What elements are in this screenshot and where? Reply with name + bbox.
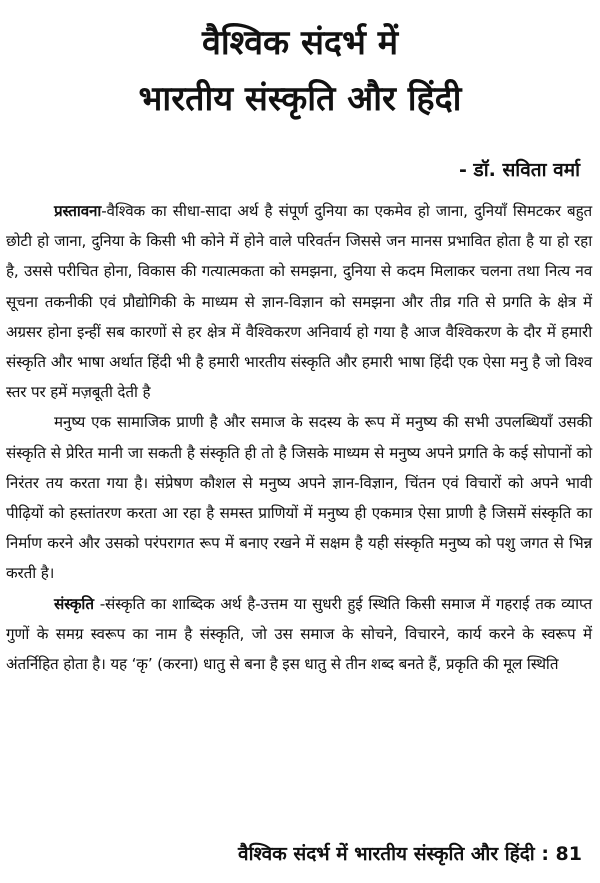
title-line-2: भारतीय संस्कृति और हिंदी bbox=[138, 79, 462, 119]
paragraph-intro bbox=[6, 196, 592, 407]
paragraph-heading: संस्कृति bbox=[54, 594, 94, 613]
title-line-1: वैश्विक संदर्भ में bbox=[201, 23, 399, 63]
paragraph-culture bbox=[6, 589, 592, 680]
author-byline: - डॉ. सविता वर्मा bbox=[459, 159, 580, 181]
paragraph-heading: प्रस्तावना bbox=[54, 202, 102, 220]
paragraph-text: मनुष्य एक सामाजिक प्राणी है और समाज के सदस्य के रूप में मनुष्य की सभी उपलब्धियाँ उसकी संस्कृति से प्रेरित मानी जा सकती है संस्कृति ही तो है जिसके माध्यम से मनुष्य अपने प्रगति के कई सोपानों को निरंतर तय करता गया है। संप्रेषण कौशल से मनुष्य अपने ज्ञान-विज्ञान, चिंतन एवं विचारों को अपने भावी पीढ़ियों को हस्तांतरण करता आ रहा है समस्त प्राणियों में मनुष्य ही एकमात्र ऐसा प्राणी है जिसमें संस्कृति का निर्माण करने और उसको परंपरागत रूप में बनाए रखने में सक्षम है यही संस्कृति मनुष्य को पशु जगत से भिन्न करती है। bbox=[6, 413, 592, 583]
running-footer: वैश्विक संदर्भ में भारतीय संस्कृति और हिंदी : 81 bbox=[238, 843, 582, 865]
article-body bbox=[6, 196, 592, 679]
paragraph-text: -संस्कृति का शाब्दिक अर्थ है-उत्तम या सुधरी हुई स्थिति किसी समाज में गहराई तक व्याप्त गुणों के समग्र स्वरूप का नाम है संस्कृति, जो उस समाज के सोचने, विचारने, कार्य करने के स्वरूप में अंतर्निहित होता है। यह ‘कृ’ (करना) धातु से बना है इस धातु से तीन शब्द बनते हैं, प्रकृति की मूल स्थिति bbox=[6, 594, 592, 674]
paragraph-text: -वैश्विक का सीधा-सादा अर्थ है संपूर्ण दुनिया का एकमेव हो जाना, दुनियाँ सिमटकर बहुत छोटी हो जाना, दुनिया के किसी भी कोने में होने वाले परिवर्तन जिससे जन मानस प्रभावित होता है या हो रहा है, उससे परीचित होना, विकास की गत्यात्मकता को समझना, दुनिया से कदम मिलाकर चलना तथा नित्य नव सूचना तकनीकी एवं प्रौद्योगिकी के माध्यम से ज्ञान-विज्ञान को समझना और तीव्र गति से प्रगति के क्षेत्र में अग्रसर होना इन्हीं सब कारणों से हर क्षेत्र में वैश्विकरण अनिवार्य हो गया है आज वैश्विकरण के दौर में हमारी संस्कृति और भाषा अर्थात हिंदी भी है हमारी भारतीय संस्कृति और हमारी भाषा हिंदी एक ऐसा मनु है जो विश्व स्तर पर हमें मज़बूती देती है bbox=[6, 202, 592, 402]
paragraph-human bbox=[6, 407, 592, 588]
